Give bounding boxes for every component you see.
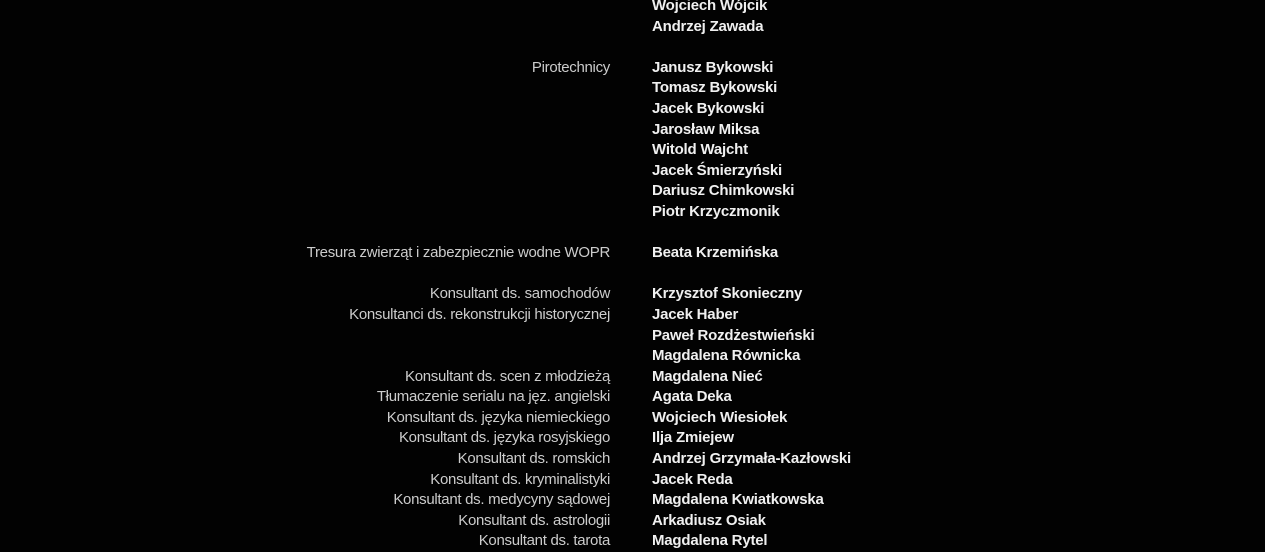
credit-name: Jacek Śmierzyński: [652, 161, 783, 179]
credit-name: Arkadiusz Osiak: [652, 511, 766, 529]
credit-name: Krzysztof Skonieczny: [652, 285, 803, 303]
credit-name: Wojciech Wiesiołek: [652, 408, 788, 426]
credit-row-partial: [0, 531, 1265, 552]
credit-row: [0, 58, 1265, 79]
credit-name: Beata Krzemińska: [652, 244, 779, 262]
credit-name: Agata Deka: [652, 388, 732, 406]
credit-row: [0, 387, 1265, 408]
credit-role: Konsultant ds. scen z młodzieżą: [405, 367, 610, 385]
credit-row: [0, 243, 1265, 264]
credit-row: [0, 428, 1265, 449]
credit-row: [0, 0, 1265, 17]
credit-name: Dariusz Chimkowski: [652, 182, 795, 200]
credit-name: Piotr Krzyczmonik: [652, 202, 780, 220]
credit-row: [0, 99, 1265, 120]
credit-name: Jacek Bykowski: [652, 99, 765, 117]
credit-row: [0, 470, 1265, 491]
credit-role: Konsultant ds. romskich: [457, 450, 610, 468]
credit-row: [0, 408, 1265, 429]
credit-row: [0, 202, 1265, 223]
credit-role: Konsultant ds. tarota: [478, 532, 610, 550]
credit-name: Witold Wajcht: [652, 141, 748, 159]
credit-name: Magdalena Nieć: [652, 367, 763, 385]
credit-name: Magdalena Rytel: [652, 532, 768, 550]
credit-name: Jacek Reda: [652, 470, 733, 488]
credit-name: Paweł Rozdżestwieński: [652, 326, 815, 344]
credit-row: [0, 326, 1265, 347]
credit-name: Janusz Bykowski: [652, 58, 774, 76]
credit-row: [0, 367, 1265, 388]
credit-name: Ilja Zmiejew: [652, 429, 734, 447]
credit-role: Konsultant ds. języka niemieckiego: [386, 408, 610, 426]
credit-role: Konsultant ds. samochodów: [429, 285, 610, 303]
credit-row: [0, 78, 1265, 99]
credit-row: [0, 161, 1265, 182]
credit-role: Konsultanci ds. rekonstrukcji historycznej: [349, 305, 610, 323]
credit-role: Konsultant ds. medycyny sądowej: [393, 491, 610, 509]
credit-row: [0, 346, 1265, 367]
credit-name: Magdalena Kwiatkowska: [652, 491, 824, 509]
credit-row: [0, 284, 1265, 305]
credit-role: Konsultant ds. kryminalistyki: [430, 470, 610, 488]
credit-row: [0, 490, 1265, 511]
credit-row: [0, 17, 1265, 38]
credit-role: Konsultant ds. astrologii: [458, 511, 610, 529]
credit-name: Jarosław Miksa: [652, 120, 760, 138]
credit-name: Wojciech Wójcik: [652, 0, 768, 14]
credit-name: Magdalena Równicka: [652, 347, 801, 365]
credit-name: Andrzej Zawada: [652, 17, 764, 35]
credit-role: Pirotechnicy: [531, 58, 610, 76]
credit-row: [0, 120, 1265, 141]
credit-name: Jacek Haber: [652, 305, 739, 323]
credit-role: Tłumaczenie serialu na jęz. angielski: [376, 388, 610, 406]
credit-row-spacer: [0, 37, 1265, 58]
credit-row-spacer: [0, 223, 1265, 244]
credit-name: Andrzej Grzymała-Kazłowski: [652, 450, 852, 468]
credit-row: [0, 140, 1265, 161]
credit-row: [0, 305, 1265, 326]
credit-row: [0, 449, 1265, 470]
credit-row: [0, 181, 1265, 202]
credit-row: [0, 511, 1265, 532]
credit-role: Tresura zwierząt i zabezpiecznie wodne WOPR: [306, 244, 610, 262]
credit-row-spacer: [0, 264, 1265, 285]
credit-name: Tomasz Bykowski: [652, 79, 778, 97]
credit-role: Konsultant ds. języka rosyjskiego: [398, 429, 610, 447]
